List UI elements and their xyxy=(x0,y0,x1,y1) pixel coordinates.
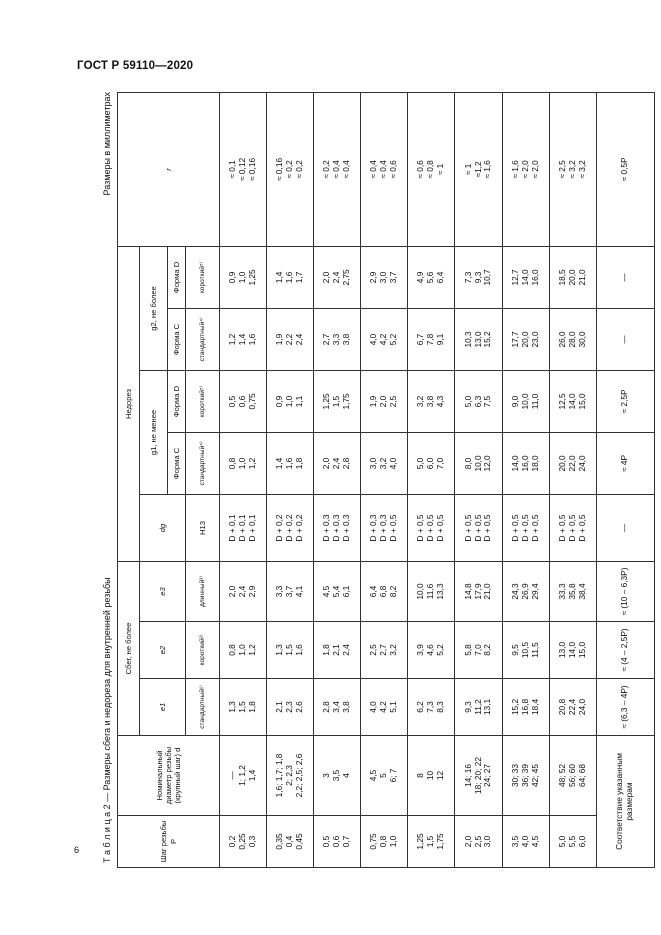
table-row xyxy=(314,92,361,867)
header-runout-group: Сбег, не более xyxy=(118,561,140,735)
table-row xyxy=(549,92,596,867)
cell-dg: D + 0,5 D + 0,5 D + 0,5 xyxy=(408,494,455,561)
cell-g2d: 4,9 5,6 6,4 xyxy=(408,246,455,308)
table-row xyxy=(220,92,267,867)
header-g1: g1, не менее xyxy=(140,370,168,494)
footer-g2c: — xyxy=(596,308,654,370)
header-nominal-diameter: Номинальный диаметр резьбы (крупный шаг) d xyxy=(118,736,220,816)
cell-e3: 24,3 26,9 29,4 xyxy=(502,561,549,621)
table-units-note: Размеры в миллиметрах xyxy=(102,92,112,196)
cell-e1: 6,2 7,3 8,3 xyxy=(408,679,455,736)
header-undercut-group: Недорез xyxy=(118,246,140,561)
header-g2-form-d: Форма D xyxy=(168,246,186,308)
cell-p: 0,2 0,25 0,3 xyxy=(220,816,267,868)
cell-e1: 4,0 4,2 5,1 xyxy=(361,679,408,736)
cell-r: ≈ 0,4 ≈ 0,4 ≈ 0,6 xyxy=(361,92,408,246)
cell-dg: D + 0,5 D + 0,5 D + 0,5 xyxy=(455,494,502,561)
header-e1-standard: стандартный¹⁾ xyxy=(186,679,220,736)
header-g2-form-c: Форма C xyxy=(168,308,186,370)
cell-e3: 10,0 11,6 13,3 xyxy=(408,561,455,621)
table-row xyxy=(361,92,408,867)
header-dg: dg xyxy=(140,494,186,561)
document-title: ГОСТ Р 59110—2020 xyxy=(77,60,194,72)
cell-g1d: 1,9 2,0 2,5 xyxy=(361,370,408,432)
cell-g2d: 12,7 14,0 16,0 xyxy=(502,246,549,308)
cell-dg: D + 0,5 D + 0,5 D + 0,5 xyxy=(549,494,596,561)
cell-e1: 1,3 1,5 1,8 xyxy=(220,679,267,736)
table-row xyxy=(408,92,455,867)
table-row xyxy=(267,92,314,867)
cell-e3: 14,8 17,9 21,0 xyxy=(455,561,502,621)
cell-g2d: 1,4 1,6 1,7 xyxy=(267,246,314,308)
cell-g1c: 14,0 16,0 18,0 xyxy=(502,432,549,494)
cell-e3: 3,3 3,7 4,1 xyxy=(267,561,314,621)
table-body xyxy=(220,92,655,867)
cell-d: 30; 33 36; 39 42; 45 xyxy=(502,736,549,816)
header-pitch: Шаг резьбы P xyxy=(118,816,220,868)
table-row xyxy=(502,92,549,867)
cell-dg: D + 0,3 D + 0,3 D + 0,5 xyxy=(361,494,408,561)
table-caption: Т а б л и ц а 2 — Размеры сбега и недореза для внутренней резьбы xyxy=(102,577,112,863)
footer-r: ≈ 0,5P xyxy=(596,92,654,246)
page-number: 6 xyxy=(74,845,80,855)
cell-d: 48; 52 56; 60 64; 68 xyxy=(549,736,596,816)
cell-g1c: 20,0 22,0 24,0 xyxy=(549,432,596,494)
footer-g1c: ≈ 4P xyxy=(596,432,654,494)
cell-g1d: 5,0 6,3 7,5 xyxy=(455,370,502,432)
cell-e1: 2,8 3,4 3,8 xyxy=(314,679,361,736)
cell-r: ≈ 2,5 ≈ 3,2 ≈ 3,2 xyxy=(549,92,596,246)
cell-p: 5,0 5,5 6,0 xyxy=(549,816,596,868)
cell-e2: 9,5 10,5 11,5 xyxy=(502,622,549,679)
cell-e3: 6,4 6,8 8,2 xyxy=(361,561,408,621)
cell-g1c: 3,0 3,2 4,0 xyxy=(361,432,408,494)
cell-g1d: 3,2 3,8 4,3 xyxy=(408,370,455,432)
cell-e2: 1,3 1,5 1,6 xyxy=(267,622,314,679)
cell-g1c: 1,4 1,6 1,8 xyxy=(267,432,314,494)
cell-g2c: 2,7 3,3 3,8 xyxy=(314,308,361,370)
cell-g2c: 4,0 4,2 5,2 xyxy=(361,308,408,370)
cell-g2c: 26,0 28,0 30,0 xyxy=(549,308,596,370)
cell-d: 3 3,5 4 xyxy=(314,736,361,816)
header-g1-standard: стандартный⁴⁾ xyxy=(186,432,220,494)
footer-e1: ≈ (6,3 – 4P) xyxy=(596,679,654,736)
cell-p: 1,25 1,5 1,75 xyxy=(408,816,455,868)
footer-g1d: ≈ 2,5P xyxy=(596,370,654,432)
cell-g2d: 2,9 3,0 3,7 xyxy=(361,246,408,308)
footer-label: Соответствие указанным размерам xyxy=(596,736,654,868)
cell-r: ≈ 0,2 ≈ 0,4 ≈ 0,4 xyxy=(314,92,361,246)
cell-p: 2,0 2,5 3,0 xyxy=(455,816,502,868)
cell-e2: 1,8 2,1 2,4 xyxy=(314,622,361,679)
header-g1-form-d: Форма D xyxy=(168,370,186,432)
cell-e3: 4,5 5,4 6,1 xyxy=(314,561,361,621)
header-e2-short: короткий²⁾ xyxy=(186,622,220,679)
header-dg-h13: H13 xyxy=(186,494,220,561)
footer-e2: ≈ (4 – 2,5P) xyxy=(596,622,654,679)
cell-e2: 3,9 4,6 5,2 xyxy=(408,622,455,679)
cell-e2: 13,0 14,0 15,0 xyxy=(549,622,596,679)
cell-e1: 2,1 2,3 2,6 xyxy=(267,679,314,736)
cell-g1c: 8,0 10,0 12,0 xyxy=(455,432,502,494)
header-e3-long: длинный³⁾ xyxy=(186,561,220,621)
header-e1: e1 xyxy=(140,679,186,736)
header-e3: e3 xyxy=(140,561,186,621)
table-row xyxy=(455,92,502,867)
cell-p: 0,5 0,6 0,7 xyxy=(314,816,361,868)
cell-dg: D + 0,3 D + 0,3 D + 0,3 xyxy=(314,494,361,561)
cell-e1: 15,2 16,8 18,4 xyxy=(502,679,549,736)
threads-table xyxy=(117,92,655,868)
header-g2-short: короткий⁵⁾ xyxy=(186,246,220,308)
header-g2-standard: стандартный⁴⁾ xyxy=(186,308,220,370)
footer-e3: ≈ (10 – 6,3P) xyxy=(596,561,654,621)
cell-g1d: 0,5 0,6 0,75 xyxy=(220,370,267,432)
cell-g1d: 12,5 14,0 15,0 xyxy=(549,370,596,432)
cell-e2: 2,5 2,7 3,2 xyxy=(361,622,408,679)
cell-e1: 9,3 11,2 13,1 xyxy=(455,679,502,736)
cell-e2: 5,8 7,0 8,2 xyxy=(455,622,502,679)
cell-r: ≈ 0,16 ≈ 0,2 ≈ 0,2 xyxy=(267,92,314,246)
cell-g2d: 2,0 2,4 2,75 xyxy=(314,246,361,308)
header-g2: g2, не более xyxy=(140,246,168,370)
rotated-table-container xyxy=(95,88,661,868)
cell-e3: 33,3 35,8 38,4 xyxy=(549,561,596,621)
header-r: r xyxy=(118,92,220,246)
cell-r: ≈ 0,1 ≈ 0,12 ≈ 0,16 xyxy=(220,92,267,246)
cell-g1d: 9,0 10,0 11,0 xyxy=(502,370,549,432)
cell-g2c: 1,9 2,2 2,4 xyxy=(267,308,314,370)
cell-g2c: 6,7 7,8 9,1 xyxy=(408,308,455,370)
cell-g2c: 17,7 20,0 23,0 xyxy=(502,308,549,370)
cell-g2d: 7,3 9,3 10,7 xyxy=(455,246,502,308)
cell-g2d: 18,5 20,0 21,0 xyxy=(549,246,596,308)
cell-p: 0,35 0,4 0,45 xyxy=(267,816,314,868)
cell-p: 3,5 4,0 4,5 xyxy=(502,816,549,868)
header-e2: e2 xyxy=(140,622,186,679)
cell-e1: 20,8 22,4 24,0 xyxy=(549,679,596,736)
cell-r: ≈ 1,6 ≈ 2,0 ≈ 2,0 xyxy=(502,92,549,246)
cell-g2d: 0,9 1,0 1,25 xyxy=(220,246,267,308)
footer-row xyxy=(596,92,654,867)
footer-dg: — xyxy=(596,494,654,561)
cell-e3: 2,0 2,4 2,9 xyxy=(220,561,267,621)
cell-e2: 0,8 1,0 1,2 xyxy=(220,622,267,679)
cell-r: ≈ 1 ≈1,2 ≈ 1,6 xyxy=(455,92,502,246)
cell-r: ≈ 0,6 ≈ 0,8 ≈ 1 xyxy=(408,92,455,246)
cell-g1d: 0,9 1,0 1,1 xyxy=(267,370,314,432)
header-g1-short: короткий⁵⁾ xyxy=(186,370,220,432)
cell-g1c: 0,8 1,0 1,2 xyxy=(220,432,267,494)
cell-d: 14; 16 18; 20; 22 24; 27 xyxy=(455,736,502,816)
cell-d: 4,5 5 6; 7 xyxy=(361,736,408,816)
footer-g2d: — xyxy=(596,246,654,308)
cell-p: 0,75 0,8 1,0 xyxy=(361,816,408,868)
cell-d: 8 10 12 xyxy=(408,736,455,816)
cell-d: — 1; 1,2 1,4 xyxy=(220,736,267,816)
cell-dg: D + 0,5 D + 0,5 D + 0,5 xyxy=(502,494,549,561)
header-g1-form-c: Форма C xyxy=(168,432,186,494)
cell-d: 1,6; 1,7; 1,8 2; 2,3 2,2; 2,5; 2,6 xyxy=(267,736,314,816)
cell-g1c: 5,0 6,0 7,0 xyxy=(408,432,455,494)
cell-g1c: 2,0 2,4 2,8 xyxy=(314,432,361,494)
cell-dg: D + 0,2 D + 0,2 D + 0,2 xyxy=(267,494,314,561)
cell-g1d: 1,25 1,5 1,75 xyxy=(314,370,361,432)
cell-g2c: 10,3 13,0 15,2 xyxy=(455,308,502,370)
cell-dg: D + 0,1 D + 0,1 D + 0,1 xyxy=(220,494,267,561)
cell-g2c: 1,2 1,4 1,6 xyxy=(220,308,267,370)
